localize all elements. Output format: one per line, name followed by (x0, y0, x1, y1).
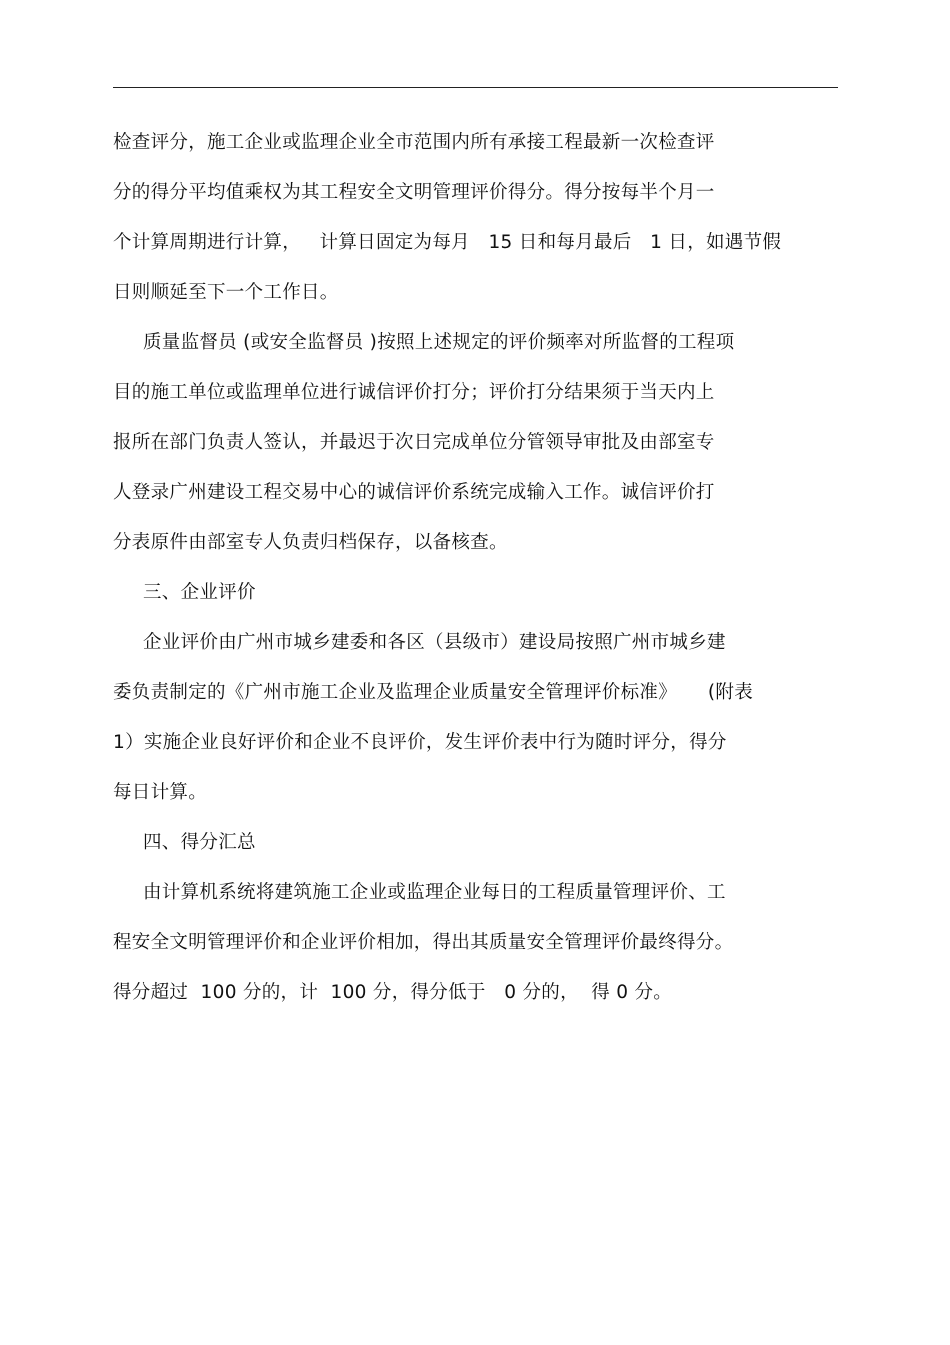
text-line: 得分超过 100 分的，计 100 分，得分低于 0 分的， 得 0 分。 (113, 982, 673, 1003)
paragraph-first-line: 质量监督员 (或安全监督员 )按照上述规定的评价频率对所监督的工程项 (143, 332, 735, 353)
header-rule (113, 87, 838, 88)
paragraph-first-line: 企业评价由广州市城乡建委和各区（县级市）建设局按照广州市城乡建 (143, 632, 726, 653)
text-line: 人登录广州建设工程交易中心的诚信评价系统完成输入工作。诚信评价打 (113, 482, 715, 503)
text-line: 检查评分，施工企业或监理企业全市范围内所有承接工程最新一次检查评 (113, 132, 715, 153)
section-heading: 四、得分汇总 (143, 832, 256, 853)
text-line: 程安全文明管理评价和企业评价相加，得出其质量安全管理评价最终得分。 (113, 932, 734, 953)
paragraph-first-line: 由计算机系统将建筑施工企业或监理企业每日的工程质量管理评价、工 (143, 882, 726, 903)
text-line: 日则顺延至下一个工作日。 (113, 282, 339, 303)
text-line: 分的得分平均值乘权为其工程安全文明管理评价得分。得分按每半个月一 (113, 182, 715, 203)
text-line: 每日计算。 (113, 782, 208, 803)
text-line: 个计算周期进行计算， 计算日固定为每月 15 日和每月最后 1 日，如遇节假 (113, 232, 782, 253)
text-line: 分表原件由部室专人负责归档保存，以备核查。 (113, 532, 508, 553)
text-line: 1）实施企业良好评价和企业不良评价，发生评价表中行为随时评分，得分 (113, 732, 727, 753)
section-heading: 三、企业评价 (143, 582, 256, 603)
text-line: 委负责制定的《广州市施工企业及监理企业质量安全管理评价标准》 (附表 (113, 682, 754, 703)
text-line: 报所在部门负责人签认，并最迟于次日完成单位分管领导审批及由部室专 (113, 432, 715, 453)
text-line: 目的施工单位或监理单位进行诚信评价打分；评价打分结果须于当天内上 (113, 382, 715, 403)
